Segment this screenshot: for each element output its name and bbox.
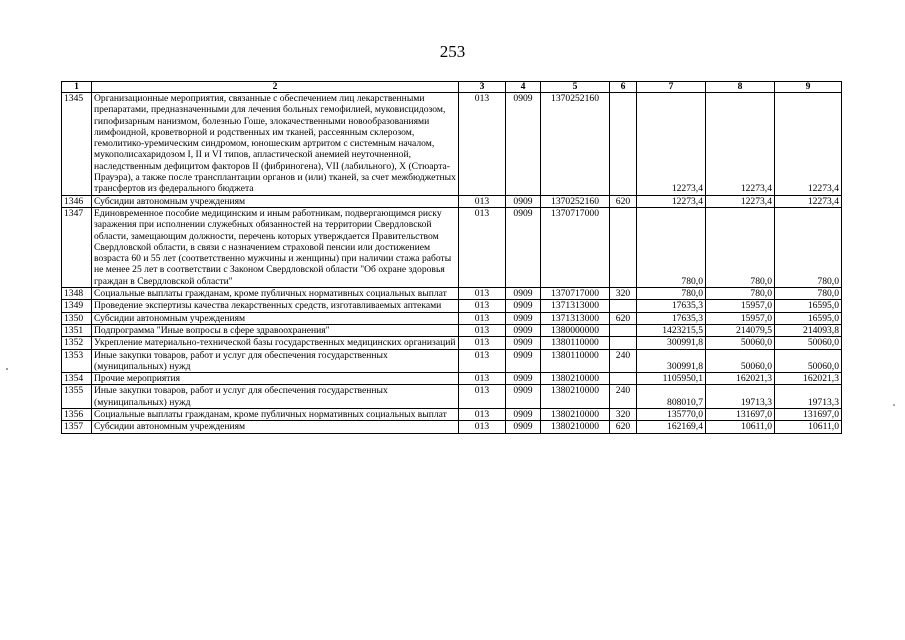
expense-type-cell — [610, 337, 637, 349]
column-header: 5 — [541, 82, 610, 93]
amount-cell-col7: 17635,3 — [637, 312, 706, 324]
ved-code-cell: 013 — [459, 288, 506, 300]
table-row — [62, 324, 842, 336]
ved-code-cell: 013 — [459, 337, 506, 349]
expense-type-cell: 320 — [610, 409, 637, 421]
column-header: 3 — [459, 82, 506, 93]
section-code-cell: 0909 — [506, 312, 541, 324]
row-name-cell: Организационные мероприятия, связанные с обеспечением лиц лекарственными препаратами, предназначенными для лечения больных гемофилией, муковисцидозом, гипофизарным нанизмом, болезнью Гоше, злокачественными новообразованиями лимфоидной, кроветворной и родственных им тканей, рассеянным склерозом, гемолитико-уремическим синдромом, юношеским артритом с системным началом, мукополисахаридозом I, II и VI типов, апластической анемией неуточненной, наследственным дефицитом факторов II (фибриногена), VII (лабильного), X (Стюарта-Прауэра), а также после трансплантации органов и (или) тканей, за счет межбюджетных трансфертов из федерального бюджета — [92, 93, 459, 196]
column-header: 6 — [610, 82, 637, 93]
scan-speck — [893, 404, 895, 406]
ved-code-cell: 013 — [459, 409, 506, 421]
column-header: 4 — [506, 82, 541, 93]
expense-type-cell — [610, 207, 637, 287]
section-code-cell: 0909 — [506, 373, 541, 385]
ved-code-cell: 013 — [459, 421, 506, 433]
amount-cell-col7: 780,0 — [637, 207, 706, 287]
table-row — [62, 300, 842, 312]
section-code-cell: 0909 — [506, 195, 541, 207]
row-number-cell: 1352 — [62, 337, 92, 349]
row-number-cell: 1347 — [62, 207, 92, 287]
target-article-cell: 1371313000 — [541, 300, 610, 312]
amount-cell-col9: 50060,0 — [775, 337, 842, 349]
table-row — [62, 312, 842, 324]
row-number-cell: 1351 — [62, 324, 92, 336]
row-number-cell: 1353 — [62, 349, 92, 373]
row-name-cell: Укрепление материально-технической базы государственных медицинских организаций — [92, 337, 459, 349]
amount-cell-col7: 1105950,1 — [637, 373, 706, 385]
header-row — [62, 82, 842, 93]
row-number-cell: 1357 — [62, 421, 92, 433]
amount-cell-col9: 162021,3 — [775, 373, 842, 385]
ved-code-cell: 013 — [459, 312, 506, 324]
ved-code-cell: 013 — [459, 385, 506, 409]
expense-type-cell: 620 — [610, 312, 637, 324]
section-code-cell: 0909 — [506, 385, 541, 409]
table-row — [62, 207, 842, 287]
row-name-cell: Социальные выплаты гражданам, кроме публичных нормативных социальных выплат — [92, 288, 459, 300]
row-number-cell: 1350 — [62, 312, 92, 324]
section-code-cell: 0909 — [506, 207, 541, 287]
target-article-cell: 1380210000 — [541, 409, 610, 421]
amount-cell-col9: 12273,4 — [775, 195, 842, 207]
amount-cell-col9: 10611,0 — [775, 421, 842, 433]
amount-cell-col8: 780,0 — [706, 207, 775, 287]
row-number-cell: 1345 — [62, 93, 92, 196]
row-name-cell: Единовременное пособие медицинским и иным работникам, подвергающимся риску заражения при исполнении служебных обязанностей на территории Свердловской области, замещающим должности, перечень которых утверждается Правительством Свердловской области, в связи с назначением страховой пенсии или достижением возраста 60 и 55 лет (соответственно мужчины и женщины) при наличии стажа работы не менее 25 лет в соответствии с Законом Свердловской области "Об охране здоровья граждан в Свердловской области" — [92, 207, 459, 287]
scan-speck — [6, 368, 8, 370]
ved-code-cell: 013 — [459, 300, 506, 312]
target-article-cell: 1371313000 — [541, 312, 610, 324]
table-row — [62, 409, 842, 421]
target-article-cell: 1370717000 — [541, 288, 610, 300]
amount-cell-col9: 19713,3 — [775, 385, 842, 409]
ved-code-cell: 013 — [459, 195, 506, 207]
amount-cell-col8: 780,0 — [706, 288, 775, 300]
amount-cell-col9: 50060,0 — [775, 349, 842, 373]
section-code-cell: 0909 — [506, 349, 541, 373]
row-name-cell: Субсидии автономным учреждениям — [92, 421, 459, 433]
table-row — [62, 385, 842, 409]
amount-cell-col8: 50060,0 — [706, 337, 775, 349]
amount-cell-col7: 808010,7 — [637, 385, 706, 409]
amount-cell-col7: 12273,4 — [637, 195, 706, 207]
amount-cell-col8: 131697,0 — [706, 409, 775, 421]
target-article-cell: 1370252160 — [541, 195, 610, 207]
section-code-cell: 0909 — [506, 324, 541, 336]
amount-cell-col9: 214093,8 — [775, 324, 842, 336]
section-code-cell: 0909 — [506, 93, 541, 196]
column-header: 2 — [92, 82, 459, 93]
row-name-cell: Подпрограмма "Иные вопросы в сфере здравоохранения" — [92, 324, 459, 336]
table-row — [62, 349, 842, 373]
amount-cell-col8: 15957,0 — [706, 300, 775, 312]
amount-cell-col7: 300991,8 — [637, 337, 706, 349]
table-body — [62, 93, 842, 434]
amount-cell-col9: 780,0 — [775, 207, 842, 287]
row-number-cell: 1355 — [62, 385, 92, 409]
expense-type-cell — [610, 373, 637, 385]
amount-cell-col7: 162169,4 — [637, 421, 706, 433]
target-article-cell: 1380110000 — [541, 337, 610, 349]
amount-cell-col7: 300991,8 — [637, 349, 706, 373]
page-number: 253 — [439, 42, 466, 61]
target-article-cell: 1380000000 — [541, 324, 610, 336]
amount-cell-col8: 12273,4 — [706, 93, 775, 196]
column-header: 9 — [775, 82, 842, 93]
expense-type-cell: 240 — [610, 385, 637, 409]
column-header: 1 — [62, 82, 92, 93]
expense-type-cell — [610, 324, 637, 336]
section-code-cell: 0909 — [506, 409, 541, 421]
target-article-cell: 1370717000 — [541, 207, 610, 287]
amount-cell-col9: 12273,4 — [775, 93, 842, 196]
target-article-cell: 1380110000 — [541, 349, 610, 373]
target-article-cell: 1370252160 — [541, 93, 610, 196]
amount-cell-col8: 50060,0 — [706, 349, 775, 373]
table-row — [62, 195, 842, 207]
target-article-cell: 1380210000 — [541, 421, 610, 433]
expense-type-cell: 620 — [610, 421, 637, 433]
amount-cell-col9: 780,0 — [775, 288, 842, 300]
amount-cell-col7: 1423215,5 — [637, 324, 706, 336]
amount-cell-col8: 19713,3 — [706, 385, 775, 409]
row-name-cell: Субсидии автономным учреждениям — [92, 195, 459, 207]
ved-code-cell: 013 — [459, 324, 506, 336]
amount-cell-col9: 16595,0 — [775, 300, 842, 312]
table-row — [62, 288, 842, 300]
row-number-cell: 1356 — [62, 409, 92, 421]
section-code-cell: 0909 — [506, 337, 541, 349]
target-article-cell: 1380210000 — [541, 385, 610, 409]
row-name-cell: Иные закупки товаров, работ и услуг для обеспечения государственных (муниципальных) нужд — [92, 385, 459, 409]
ved-code-cell: 013 — [459, 373, 506, 385]
amount-cell-col9: 16595,0 — [775, 312, 842, 324]
row-name-cell: Иные закупки товаров, работ и услуг для обеспечения государственных (муниципальных) нужд — [92, 349, 459, 373]
column-header: 8 — [706, 82, 775, 93]
row-number-cell: 1346 — [62, 195, 92, 207]
amount-cell-col7: 12273,4 — [637, 93, 706, 196]
amount-cell-col7: 135770,0 — [637, 409, 706, 421]
expense-type-cell: 320 — [610, 288, 637, 300]
row-name-cell: Прочие мероприятия — [92, 373, 459, 385]
amount-cell-col8: 10611,0 — [706, 421, 775, 433]
row-name-cell: Социальные выплаты гражданам, кроме публичных нормативных социальных выплат — [92, 409, 459, 421]
ved-code-cell: 013 — [459, 207, 506, 287]
row-number-cell: 1348 — [62, 288, 92, 300]
row-name-cell: Субсидии автономным учреждениям — [92, 312, 459, 324]
expense-type-cell: 620 — [610, 195, 637, 207]
target-article-cell: 1380210000 — [541, 373, 610, 385]
table-row — [62, 373, 842, 385]
amount-cell-col8: 15957,0 — [706, 312, 775, 324]
section-code-cell: 0909 — [506, 421, 541, 433]
amount-cell-col7: 17635,3 — [637, 300, 706, 312]
column-header: 7 — [637, 82, 706, 93]
row-number-cell: 1349 — [62, 300, 92, 312]
table-row — [62, 337, 842, 349]
budget-table — [61, 81, 842, 434]
ved-code-cell: 013 — [459, 93, 506, 196]
section-code-cell: 0909 — [506, 300, 541, 312]
section-code-cell: 0909 — [506, 288, 541, 300]
row-number-cell: 1354 — [62, 373, 92, 385]
amount-cell-col8: 214079,5 — [706, 324, 775, 336]
expense-type-cell — [610, 300, 637, 312]
amount-cell-col7: 780,0 — [637, 288, 706, 300]
amount-cell-col8: 12273,4 — [706, 195, 775, 207]
expense-type-cell: 240 — [610, 349, 637, 373]
table-row — [62, 93, 842, 196]
table-row — [62, 421, 842, 433]
amount-cell-col9: 131697,0 — [775, 409, 842, 421]
row-name-cell: Проведение экспертизы качества лекарственных средств, изготавливаемых аптеками — [92, 300, 459, 312]
amount-cell-col8: 162021,3 — [706, 373, 775, 385]
expense-type-cell — [610, 93, 637, 196]
ved-code-cell: 013 — [459, 349, 506, 373]
